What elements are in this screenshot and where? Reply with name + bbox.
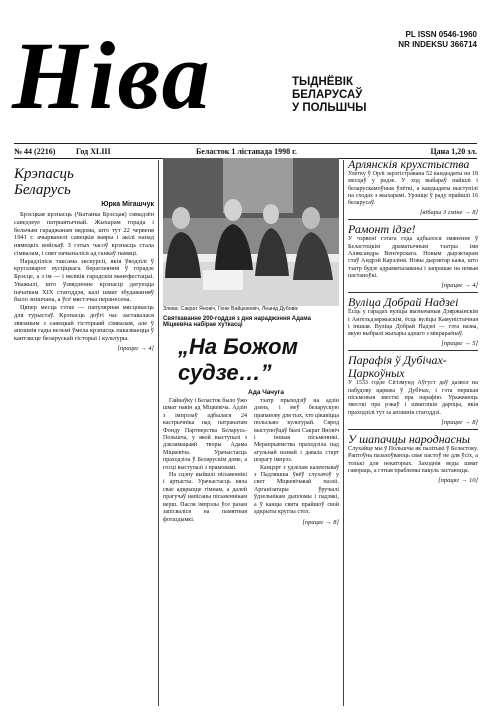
left-article-author: Юрка Мігашчук bbox=[101, 201, 154, 208]
right-section-continued[interactable]: [вібары 3 гміне → 8] bbox=[420, 209, 478, 217]
column-divider-left bbox=[158, 160, 159, 706]
right-section-text: У чэрвені гэтага года адбылося змяненне ў Беластоцкім драматычным тэатры імя Аляксандра Венгерскага. Новым дырэктарам стаў Андрэй Карэліня. Новы дырэктар кажа, што тэатр будзе адраматызаваны і запрашае на новыя пастаноўкі. bbox=[348, 236, 478, 279]
right-section-continued[interactable]: [працяг → 5] bbox=[441, 340, 478, 348]
right-divider bbox=[348, 350, 478, 351]
issue-year: Год XLIII bbox=[76, 147, 111, 156]
left-article bbox=[14, 164, 154, 352]
photo-caption: Злева: Сакрат Яновіч, Генік Вайцюкевіч, Леанід Дубовік bbox=[163, 306, 339, 315]
right-section-title: Вуліца Добрай Надзеі bbox=[348, 295, 459, 310]
photo-image bbox=[163, 158, 339, 306]
right-divider bbox=[348, 429, 478, 430]
right-divider bbox=[348, 292, 478, 293]
left-paragraph-1: Брэсцкая крэпасць (Чытанка Брэсцая) сямадзён саведзеуе патрыятычнай. Жыхарам горада і бельчым гараджанам вядома, што тут 22 червеня 1941 г. ачырванелі савецкія ваяры і акілі напад нямецкіх войскаў. З гэтых часоў крэпасць стала сімвалам, і свят пачыналіся ад ганкаў памяці. bbox=[14, 211, 154, 257]
right-section-title: Арлянскія крухстыства bbox=[348, 157, 470, 171]
left-paragraph-2: Нарадзіліся таксама экскурсіі, якія ўводзілі ў кругазварот вусціцкага бераглеяння ў горадзе Брэсце, а з ім — і вялікія гарадскія манефестацыі. Уважылі, што ўзвядзенне крэпасці датуецца пачаткам XIX стагоддзя, калі шмат збудаванняў было знішчана, а ўсё мястэчка перанесена. bbox=[14, 257, 154, 304]
center-article-continued[interactable]: [працяг → 8] bbox=[302, 518, 339, 526]
center-article-column-1 bbox=[163, 398, 247, 524]
center-article-author: Ада Чачуга bbox=[248, 389, 284, 396]
center-col-1-para-1: Гайнаўку і Беласток было ўжо шмат навін ад Міцкевіча. Адзін з імпрэзаў адбылася 24 кастрычніка пад патранатам Фонду Партнерства Беларусь-Польшча, у якой выступалі з дэкламацыяй творы Адама Міцкевіча. Урачыстасць праходзіла ў Беларускім доме, а госці выступалі з прамовамі. bbox=[163, 398, 247, 471]
left-title-line-1: Крэпасць bbox=[14, 166, 74, 182]
center-col-2-text bbox=[254, 398, 339, 517]
tagline-line-2: БЕЛАРУСАЎ bbox=[292, 89, 363, 101]
right-section-continued[interactable]: [працяг → 8] bbox=[441, 418, 478, 426]
left-article-body bbox=[14, 211, 154, 343]
center-article-title: „На Божом судзе…” bbox=[178, 334, 298, 385]
center-col-2-para-1: тэатр прыходзіў на адзін дзень, і меў беларускую прапанову для тых, хто цікавіцца польскаю культурай. Сярод выступоўцаў былі Сакрат Яновіч і іншыя пісьменнікі. Мерапрыемства праходзіла пад агульнай назвай і давала старт шэрагу імпрэз. bbox=[254, 398, 339, 464]
event-photo bbox=[163, 158, 339, 306]
index-number: NR INDEKSU 366714 bbox=[398, 40, 477, 49]
center-col-1-text bbox=[163, 398, 247, 524]
right-divider bbox=[348, 219, 478, 220]
right-section-text: Улетку ў Орлі зарэгістравана 52 кандыдаты на 18 месцаў у радзе. У ход выбараў пайшлі і беларускамоўныя ўлёткі, а кандыдаты выступілі на сходах з жыхарамі. Урэшце ў раду прайшлі 16 беларусаў. bbox=[348, 171, 478, 207]
right-column bbox=[348, 158, 478, 486]
right-section-continued[interactable]: [працяг → 4] bbox=[441, 282, 478, 290]
left-article-title bbox=[14, 166, 154, 198]
top-rule bbox=[14, 143, 477, 144]
right-section-text: Ёсць у гарадах вуліцы вызначаныя Дзяржынскім і Ангельдзяржыскім, ёсць вуліцы Камуністычная і іншыя. Вуліца Добрай Надзеі — гэта назва, якую выбралі жыхары аднаго з мікрараёнаў. bbox=[348, 309, 478, 338]
right-section-theatre bbox=[348, 223, 478, 289]
left-title-line-2: Беларусь bbox=[14, 182, 71, 198]
issn-number: PL ISSN 0546-1960 bbox=[405, 30, 477, 39]
issue-price: Цана 1,20 зл. bbox=[430, 147, 477, 156]
tagline bbox=[292, 76, 367, 115]
center-article-column-2 bbox=[254, 398, 339, 526]
center-col-2-para-2: Канцэрт з удзелам калектываў з Падляшша ўвёў слухачоў у свет Міцкевічавай паэзіі. Арганізатары ўручылі ўдзельнікам дыпломы і падзякі, а ў канцы свята прайшоў свой адкрыты круглы стол. bbox=[254, 464, 339, 516]
column-divider-right bbox=[343, 160, 344, 706]
right-section-continued[interactable]: [працяг → 10] bbox=[438, 477, 478, 485]
left-article-continued[interactable]: [працяг → 4] bbox=[117, 344, 154, 352]
newspaper-logo: Ніва bbox=[12, 22, 212, 129]
right-section-text: У 1533 годзе Сігізмунд Аўгуст даў дазвол на пабудову царквы ў Дубічах, і гэта першыя пісьмовыя звесткі пра парафію. Уражваюць звесткі пра рэкаў і шматлікія дароцы, якія праходзілі тут за апошнія стагоддзі. bbox=[348, 380, 478, 416]
issn-block bbox=[398, 30, 477, 50]
right-section-title: Парафія ў Дубічах-Царкоўных bbox=[348, 353, 447, 381]
right-section-street bbox=[348, 296, 478, 347]
right-section-title: Рамонт ідзе! bbox=[348, 222, 416, 237]
issue-number: № 44 (2216) bbox=[14, 147, 56, 156]
masthead bbox=[0, 0, 491, 142]
left-paragraph-3: Цяпер месца гэтае — папулярная мясцовасць для турыстаў. Крэпасць доўгі час заставалася звязаным з савецкай гісторыяй сімвалам, але ў апошнія гады вельмі ўмела крэпасць паказваецца ў кантэксце беларускай гісторыі і культуры. bbox=[14, 304, 154, 342]
issue-date: Беласток 1 лістапада 1998 г. bbox=[196, 147, 297, 156]
center-col-1-para-2: На сцэну выйшлі пісьменнікі і артысты. Урачыстасць вяла свае адкрыцце гімнам, а далей прагучаў напісаны пісьменнікам верш. Пасля імпрэзы ўсе разам запісваліся на памятныя фотаздымкі. bbox=[163, 472, 247, 523]
right-section-title: У шапачцы народнасны bbox=[348, 431, 471, 446]
tagline-line-1: ТЫДНЁВІК bbox=[292, 76, 353, 88]
right-section-orla bbox=[348, 158, 478, 216]
right-section-text: Слухайце мы ў Польшчы як палітыкі ў Беластоку. Раптоўна пазахоўваюць свае пастоў не для ўсіх, а толькі для некаторых. Заходнія веды шмат гавораць, а гэтыя праблемы пакуль застаюцца. bbox=[348, 445, 478, 474]
tagline-line-3: У ПОЛЬШЧЫ bbox=[292, 102, 367, 114]
right-section-parish bbox=[348, 354, 478, 425]
center-article-kicker: Святкаванне 200-годдзя з дня нараджэння Адама Міцкевіча набірае хуткасці bbox=[163, 316, 311, 329]
right-section-cap bbox=[348, 433, 478, 484]
